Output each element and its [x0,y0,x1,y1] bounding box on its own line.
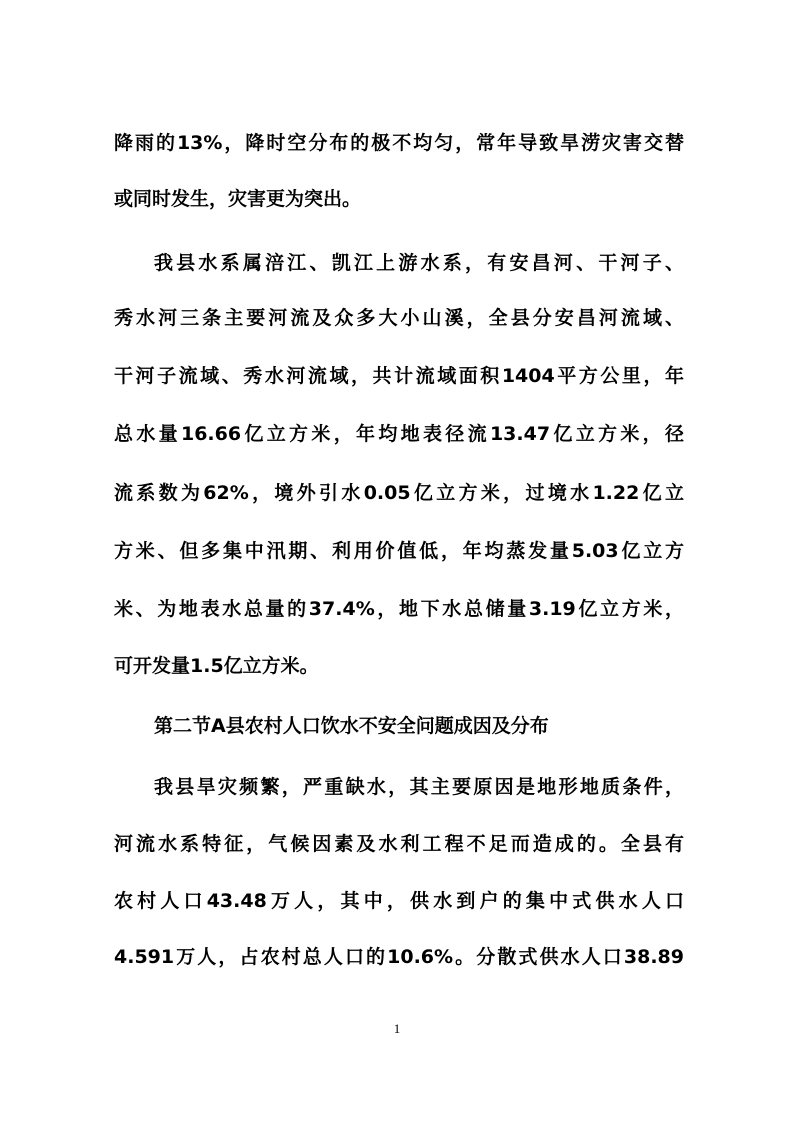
text-line: 4.591万人，占农村总人口的10.6%。分散式供水人口38.89 [114,946,684,968]
text-line: 我县水系属涪江、凯江上游水系，有安昌河、干河子、 [154,252,684,274]
text-line: 农村人口43.48万人，其中，供水到户的集中式供水人口 [114,890,684,912]
page-number: 1 [393,1021,401,1036]
text-line: 秀水河三条主要河流及众多大小山溪，全县分安昌河流域、 [114,307,684,329]
text-line: 降雨的13%，降时空分布的极不均匀，常年导致旱涝灾害交替 [114,132,684,154]
text-line: 我县旱灾频繁，严重缺水，其主要原因是地形地质条件， [154,776,684,798]
text-line: 或同时发生，灾害更为突出。 [114,188,362,210]
section-heading: 第二节A县农村人口饮水不安全问题成因及分布 [154,715,549,737]
text-line: 干河子流域、秀水河流域，共计流域面积1404平方公里，年 [114,365,684,387]
text-line: 方米、但多集中汛期、利用价值低，年均蒸发量5.03亿立方 [114,540,684,562]
text-line: 河流水系特征，气候因素及水利工程不足而造成的。全县有 [114,833,684,855]
text-line: 流系数为62%，境外引水0.05亿立方米，过境水1.22亿立 [114,482,684,504]
text-line: 米、为地表水总量的37.4%，地下水总储量3.19亿立方米， [114,598,684,620]
text-line: 可开发量1.5亿立方米。 [114,655,319,677]
text-line: 总水量16.66亿立方米，年均地表径流13.47亿立方米，径 [114,423,684,445]
